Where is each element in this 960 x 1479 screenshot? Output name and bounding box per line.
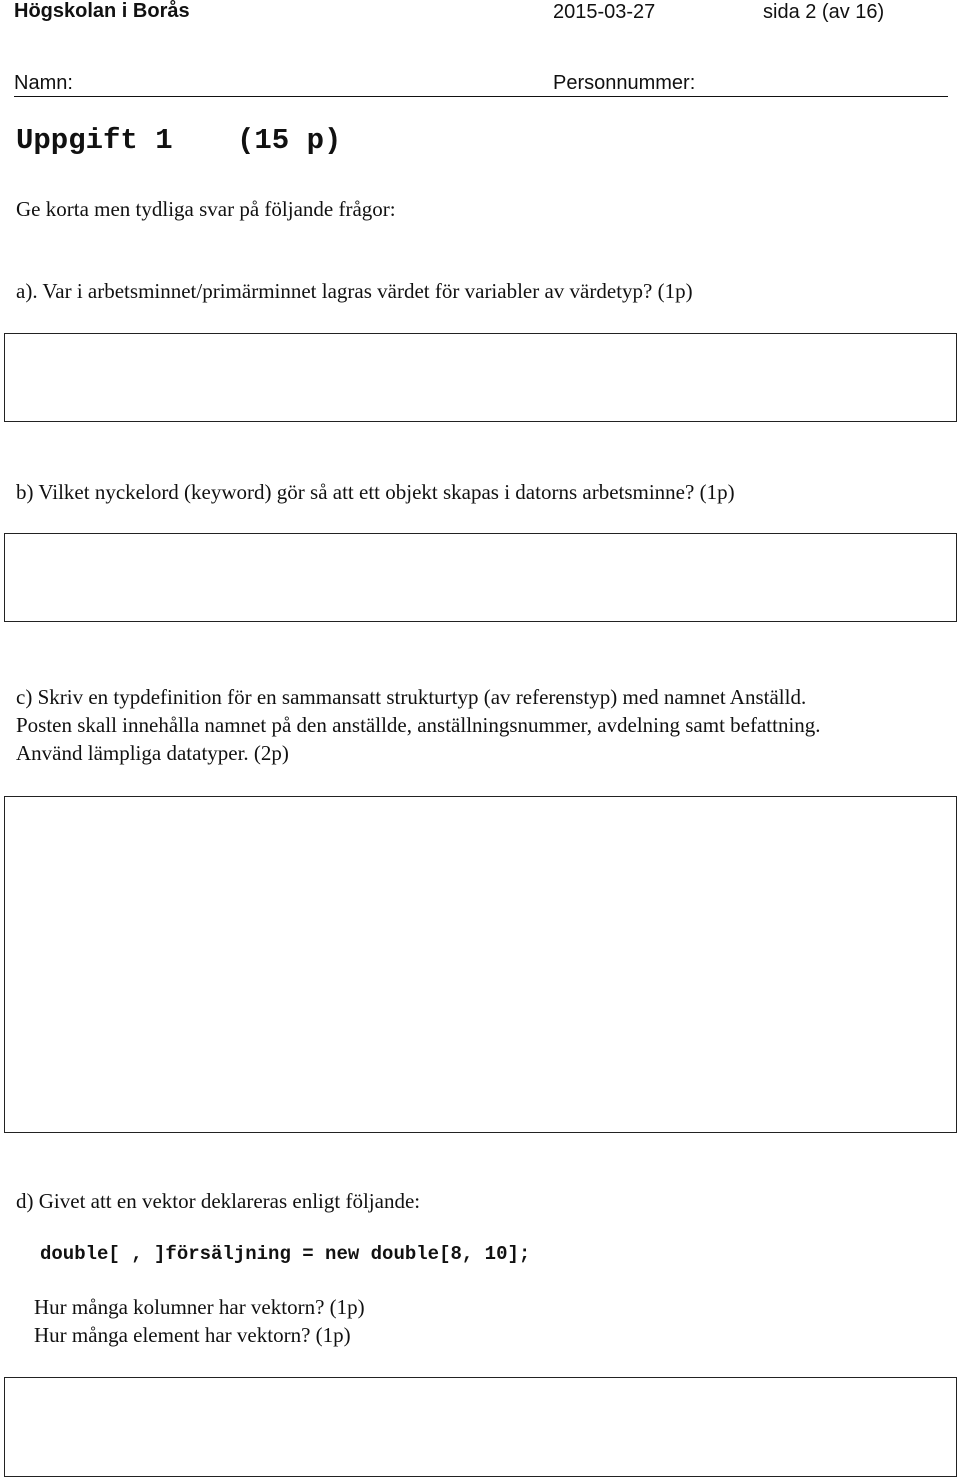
question-c-line-2: Posten skall innehålla namnet på den anställde, anställningsnummer, avdelning samt befattning. <box>16 713 821 737</box>
personnummer-label: Personnummer: <box>553 72 696 94</box>
question-a: a). Var i arbetsminnet/primärminnet lagras värdet för variabler av värdetyp? (1p) <box>16 279 693 303</box>
header-divider <box>14 96 948 97</box>
question-b: b) Vilket nyckelord (keyword) gör så att ett objekt skapas i datorns arbetsminne? (1p) <box>16 480 735 504</box>
task-instruction: Ge korta men tydliga svar på följande frågor: <box>16 197 396 221</box>
question-d-sub-2: Hur många element har vektorn? (1p) <box>34 1323 351 1347</box>
task-points: (15 p) <box>237 124 342 157</box>
question-c-line-1: c) Skriv en typdefinition för en sammansatt strukturtyp (av referenstyp) med namnet Anställd. <box>16 685 807 709</box>
answer-box-b[interactable] <box>4 533 957 622</box>
answer-box-c[interactable] <box>4 796 957 1133</box>
question-d-sub-1: Hur många kolumner har vektorn? (1p) <box>34 1295 365 1319</box>
answer-box-a[interactable] <box>4 333 957 422</box>
answer-box-d[interactable] <box>4 1377 957 1477</box>
question-c-line-3: Använd lämpliga datatyper. (2p) <box>16 741 289 765</box>
exam-date: 2015-03-27 <box>553 1 656 23</box>
page-number: sida 2 (av 16) <box>763 1 885 23</box>
task-title: Uppgift 1 <box>16 124 173 157</box>
question-d-intro: d) Givet att en vektor deklareras enligt följande: <box>16 1189 421 1213</box>
school-name: Högskolan i Borås <box>14 0 190 22</box>
name-label: Namn: <box>14 72 73 94</box>
code-snippet: double[ , ]försäljning = new double[8, 10]; <box>40 1243 531 1265</box>
